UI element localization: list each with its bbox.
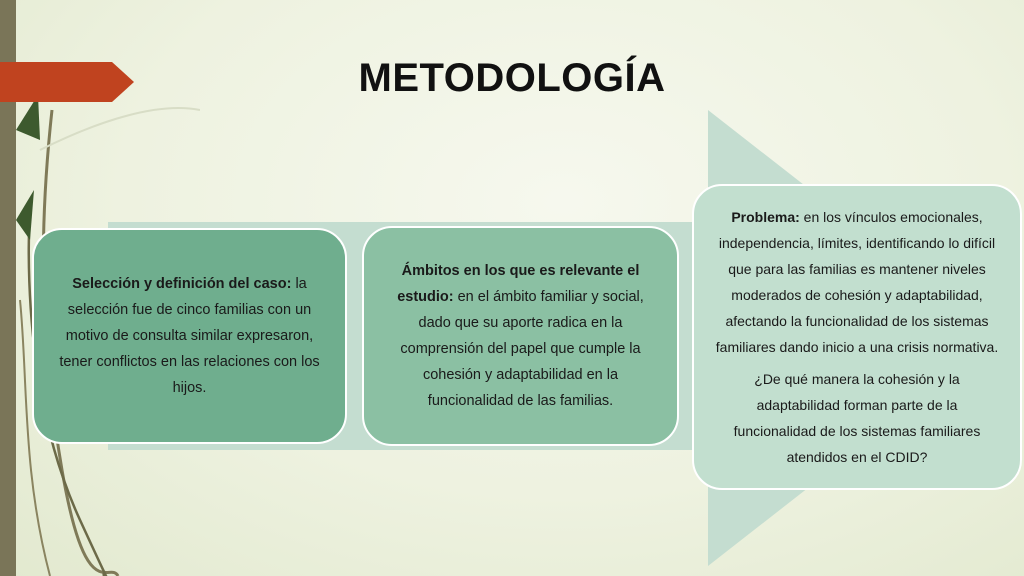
box-problem-text: en los vínculos emocionales, independencia, límites, identificando lo difícil que para las familias es mantener niveles moderados de cohesión y adaptabilidad, afectando la funcionalidad de los sistemas familiares dando inicio a una crisis normativa. <box>715 209 999 355</box>
box-study-scope-label: Ámbitos en los que es relevante el estudio: <box>397 263 640 305</box>
box-case-selection-text: la selección fue de cinco familias con un motivo de consulta similar expresaron, tener conflictos en las relaciones con los hijos. <box>59 276 320 396</box>
box-problem <box>692 184 1022 490</box>
page-title: METODOLOGÍA <box>358 56 666 100</box>
box-study-scope-text: en el ámbito familiar y social, dado que su aporte radica en la comprensión del papel que cumple la cohesión y adaptabilidad en la funcionalidad de las familias. <box>400 289 644 409</box>
box-case-selection-label: Selección y definición del caso: <box>72 276 292 292</box>
box-study-scope <box>362 226 679 446</box>
box-problem-label: Problema: <box>731 209 800 225</box>
box-problem-question: ¿De qué manera la cohesión y la adaptabilidad forman parte de la funcionalidad de los sistemas familiares atendidos en el CDID? <box>733 371 981 465</box>
box-case-selection <box>32 228 347 444</box>
